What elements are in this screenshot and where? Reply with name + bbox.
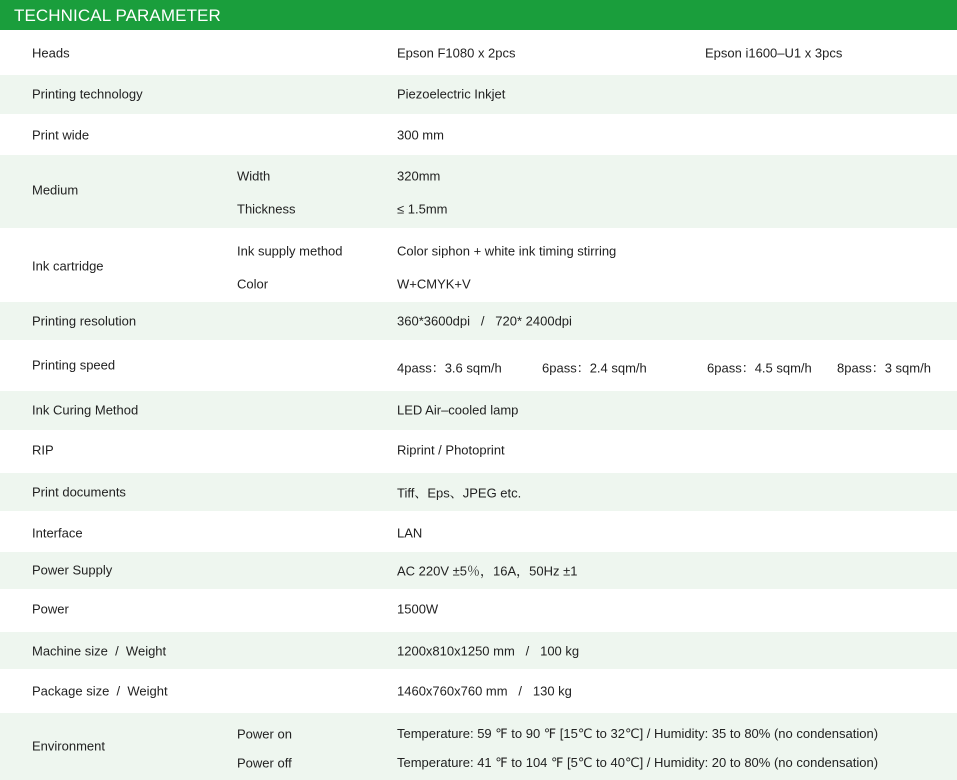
machine-size-value: 1200x810x1250 mm / 100 kg — [397, 643, 580, 659]
print-documents-value: Tiff、Eps、JPEG etc. — [397, 485, 522, 501]
medium-thickness-value: ≤ 1.5mm — [397, 201, 448, 217]
package-size-value: 1460x760x760 mm / 130 kg — [397, 683, 572, 699]
ink-supply-method-label: Ink supply method — [237, 243, 343, 259]
section-title: TECHNICAL PARAMETER — [0, 0, 957, 30]
rip-value: Riprint / Photoprint — [397, 442, 505, 458]
print-wide-label: Print wide — [32, 127, 90, 143]
ink-color-label: Color — [237, 276, 269, 292]
ink-curing-label: Ink Curing Method — [32, 402, 139, 418]
printing-speed-value-3: 6pass：4.5 sqm/h — [707, 360, 812, 376]
printing-technology-label: Printing technology — [32, 86, 143, 102]
power-label: Power — [32, 601, 69, 617]
medium-label: Medium — [32, 182, 79, 198]
medium-width-value: 320mm — [397, 168, 441, 184]
ink-color-value: W+CMYK+V — [397, 276, 471, 292]
power-supply-label: Power Supply — [32, 562, 113, 578]
print-wide-value: 300 mm — [397, 127, 444, 143]
ink-curing-value: LED Air–cooled lamp — [397, 402, 519, 418]
medium-width-label: Width — [237, 168, 271, 184]
printing-speed-label: Printing speed — [32, 357, 116, 373]
power-supply-value: AC 220V ±5％，16A，50Hz ±1 — [397, 563, 578, 579]
machine-size-label: Machine size / Weight — [32, 643, 167, 659]
power-value: 1500W — [397, 601, 439, 617]
heads-value-1: Epson F1080 x 2pcs — [397, 45, 516, 61]
medium-thickness-label: Thickness — [237, 201, 296, 217]
environment-label: Environment — [32, 738, 105, 754]
printing-resolution-value: 360*3600dpi / 720* 2400dpi — [397, 313, 572, 329]
heads-label: Heads — [32, 45, 70, 61]
printing-technology-value: Piezoelectric Inkjet — [397, 86, 506, 102]
environment-power-off-value: Temperature: 41 ℉ to 104 ℉ [5℃ to 40℃] / Humidity: 20 to 80% (no condensation) — [397, 755, 879, 770]
interface-value: LAN — [397, 525, 423, 541]
printing-speed-value-4: 8pass：3 sqm/h — [837, 360, 931, 376]
printing-resolution-label: Printing resolution — [32, 313, 137, 329]
environment-power-on-label: Power on — [237, 726, 292, 742]
print-documents-label: Print documents — [32, 484, 126, 500]
package-size-label: Package size / Weight — [32, 683, 168, 699]
ink-supply-method-value: Color siphon + white ink timing stirring — [397, 243, 617, 259]
ink-cartridge-label: Ink cartridge — [32, 258, 104, 274]
environment-power-off-label: Power off — [237, 755, 292, 771]
row-bg-medium — [0, 155, 957, 228]
interface-label: Interface — [32, 525, 83, 541]
rip-label: RIP — [32, 442, 54, 458]
printing-speed-value-2: 6pass：2.4 sqm/h — [542, 360, 647, 376]
printing-speed-value-1: 4pass：3.6 sqm/h — [397, 360, 502, 376]
heads-value-2: Epson i1600–U1 x 3pcs — [705, 45, 843, 61]
environment-power-on-value: Temperature: 59 ℉ to 90 ℉ [15℃ to 32℃] / Humidity: 35 to 80% (no condensation) — [397, 726, 879, 741]
